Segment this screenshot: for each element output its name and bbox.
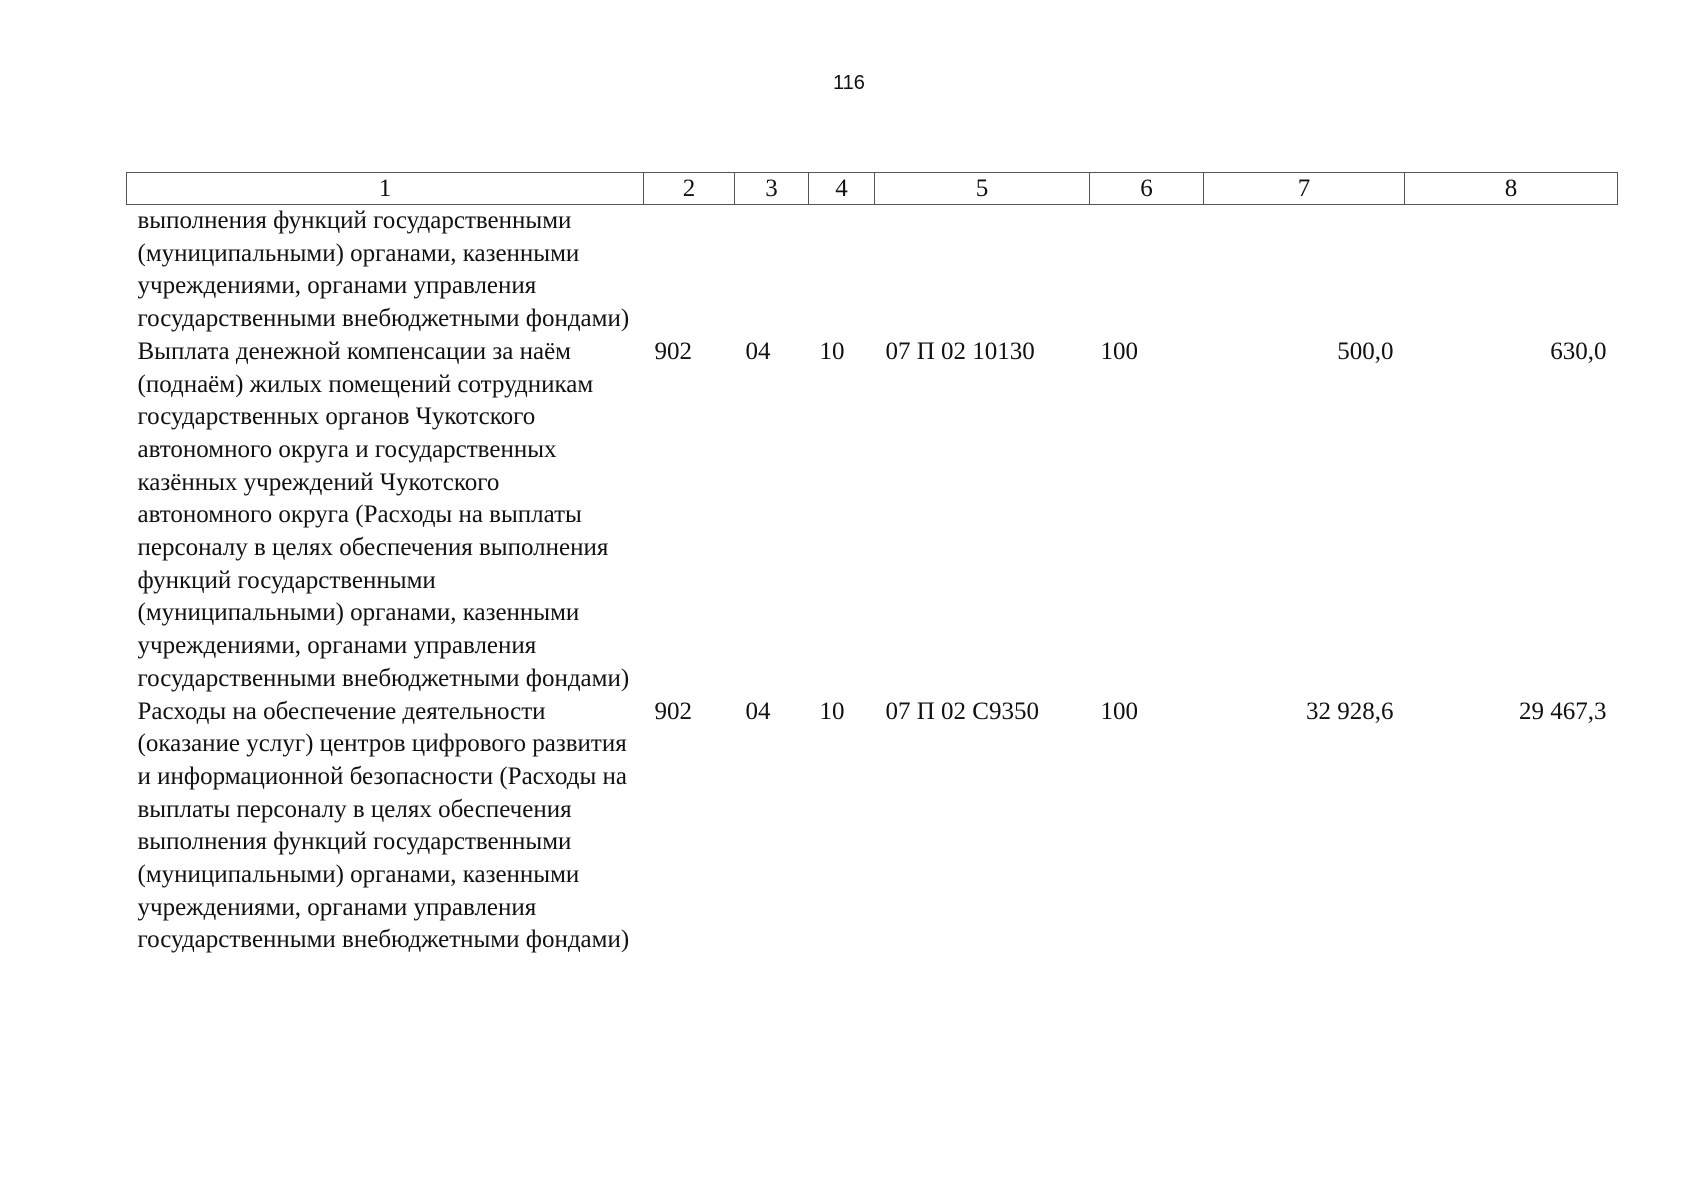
amount-col7: 500,0 <box>1337 337 1394 365</box>
expense-type-code: 100 <box>1100 337 1138 365</box>
column-header: 1 <box>127 173 644 205</box>
column-header: 4 <box>809 173 875 205</box>
subsection-code: 10 <box>819 337 845 365</box>
target-article-code: 07 П 02 С9350 <box>885 697 1039 725</box>
target-article-code: 07 П 02 10130 <box>885 337 1035 365</box>
expense-type-code <box>1090 205 1204 336</box>
column-header: 8 <box>1405 173 1618 205</box>
table-row <box>127 696 1618 958</box>
expense-name: выполнения функций государственными (муниципальными) органами, казенными учреждениями, органами управления государственными внебюджетными фондами) <box>137 207 630 333</box>
column-header: 5 <box>875 173 1090 205</box>
amount-col8: 29 467,3 <box>1519 697 1607 725</box>
ministry-code: 902 <box>654 697 692 725</box>
page-number: 116 <box>833 72 865 94</box>
section-code <box>735 205 809 336</box>
expense-type-code: 100 <box>1100 697 1138 725</box>
section-code: 04 <box>745 697 771 725</box>
section-code: 04 <box>745 337 771 365</box>
column-header: 3 <box>735 173 809 205</box>
amount-col8: 630,0 <box>1550 337 1607 365</box>
header-row <box>127 173 1618 205</box>
expense-name: Расходы на обеспечение деятельности (оказание услуг) центров цифрового развития и информационной безопасности (Расходы на выплаты персоналу в целях обеспечения выполнения функций государственными (муниципальными) органами, казенными учреждениями, органами управления государственными внебюджетными фондами) <box>137 697 630 954</box>
budget-table <box>126 172 1618 957</box>
ministry-code <box>644 205 735 336</box>
table-row <box>127 205 1618 336</box>
subsection-code: 10 <box>819 697 845 725</box>
column-header: 6 <box>1090 173 1204 205</box>
amount-col7 <box>1204 205 1405 336</box>
target-article-code <box>875 205 1090 336</box>
table-row <box>127 336 1618 696</box>
amount-col7: 32 928,6 <box>1306 697 1394 725</box>
column-header: 7 <box>1204 173 1405 205</box>
column-header: 2 <box>644 173 735 205</box>
amount-col8 <box>1405 205 1618 336</box>
expense-name: Выплата денежной компенсации за наём (поднаём) жилых помещений сотрудникам государственных органов Чукотского автономного округа и государственных казённых учреждений Чукотского автономного округа (Расходы на выплаты персоналу в целях обеспечения выполнения функций государственными (муниципальными) органами, казенными учреждениями, органами управления государственными внебюджетными фондами) <box>137 337 630 692</box>
ministry-code: 902 <box>654 337 692 365</box>
subsection-code <box>809 205 875 336</box>
